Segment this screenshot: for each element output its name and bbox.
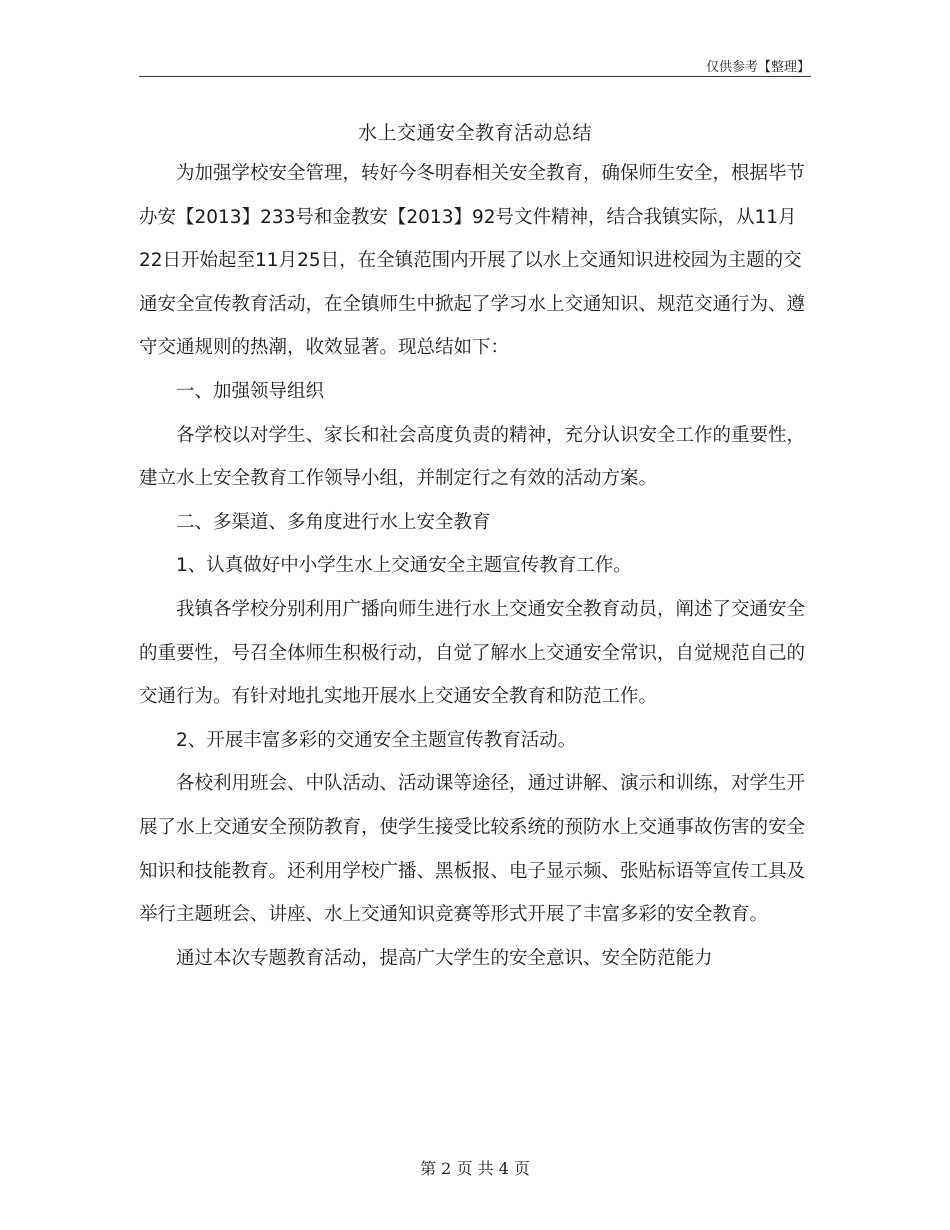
section-heading-2: 二、多渠道、多角度进行水上安全教育 <box>176 511 491 533</box>
paragraph-broadcast: 我镇各学校分别利用广播向师生进行水上交通安全教育动员，阐述了交通安全的重要性，号召全体师生积极行动，自觉了解水上交通安全常识，自觉规范自己的交通行为。有针对地扎实地开展水上交通安全教育和防范工作。 <box>139 598 806 708</box>
paragraph-activities: 各校利用班会、中队活动、活动课等途径，通过讲解、演示和训练，对学生开展了水上交通安全预防教育，使学生接受比较系统的预防水上交通事故伤害的安全知识和技能教育。还利用学校广播、黑板报、电子显示频、张贴标语等宣传工具及举行主题班会、讲座、水上交通知识竞赛等形式开展了丰富多彩的安全教育。 <box>139 773 806 926</box>
subheading-1: 1、认真做好中小学生水上交通安全主题宣传教育工作。 <box>176 555 632 577</box>
header-label: 仅供参考【整理】 <box>705 60 810 75</box>
paragraph-conclusion: 通过本次专题教育活动，提高广大学生的安全意识、安全防范能力 <box>176 947 713 969</box>
paragraph-intro: 为加强学校安全管理，转好今冬明春相关安全教育，确保师生安全，根据毕节办安【2013】233号和金教安【2013】92号文件精神，结合我镇实际，从11月22日开始起至11月25日，在全镇范围内开展了以水上交通知识进校园为主题的交通安全宣传教育活动，在全镇师生中掀起了学习水上交通知识、规范交通行为、遵守交通规则的热潮，收效显著。现总结如下： <box>139 163 806 359</box>
page-number: 第 2 页 共 4 页 <box>420 1159 530 1178</box>
document-body <box>139 152 811 980</box>
paragraph-leadership: 各学校以对学生、家长和社会高度负责的精神，充分认识安全工作的重要性，建立水上安全教育工作领导小组，并制定行之有效的活动方案。 <box>139 424 806 490</box>
header-divider <box>139 76 811 77</box>
document-title: 水上交通安全教育活动总结 <box>357 122 592 144</box>
section-heading-1: 一、加强领导组织 <box>176 380 325 402</box>
subheading-2: 2、开展丰富多彩的交通安全主题宣传教育活动。 <box>176 729 577 751</box>
